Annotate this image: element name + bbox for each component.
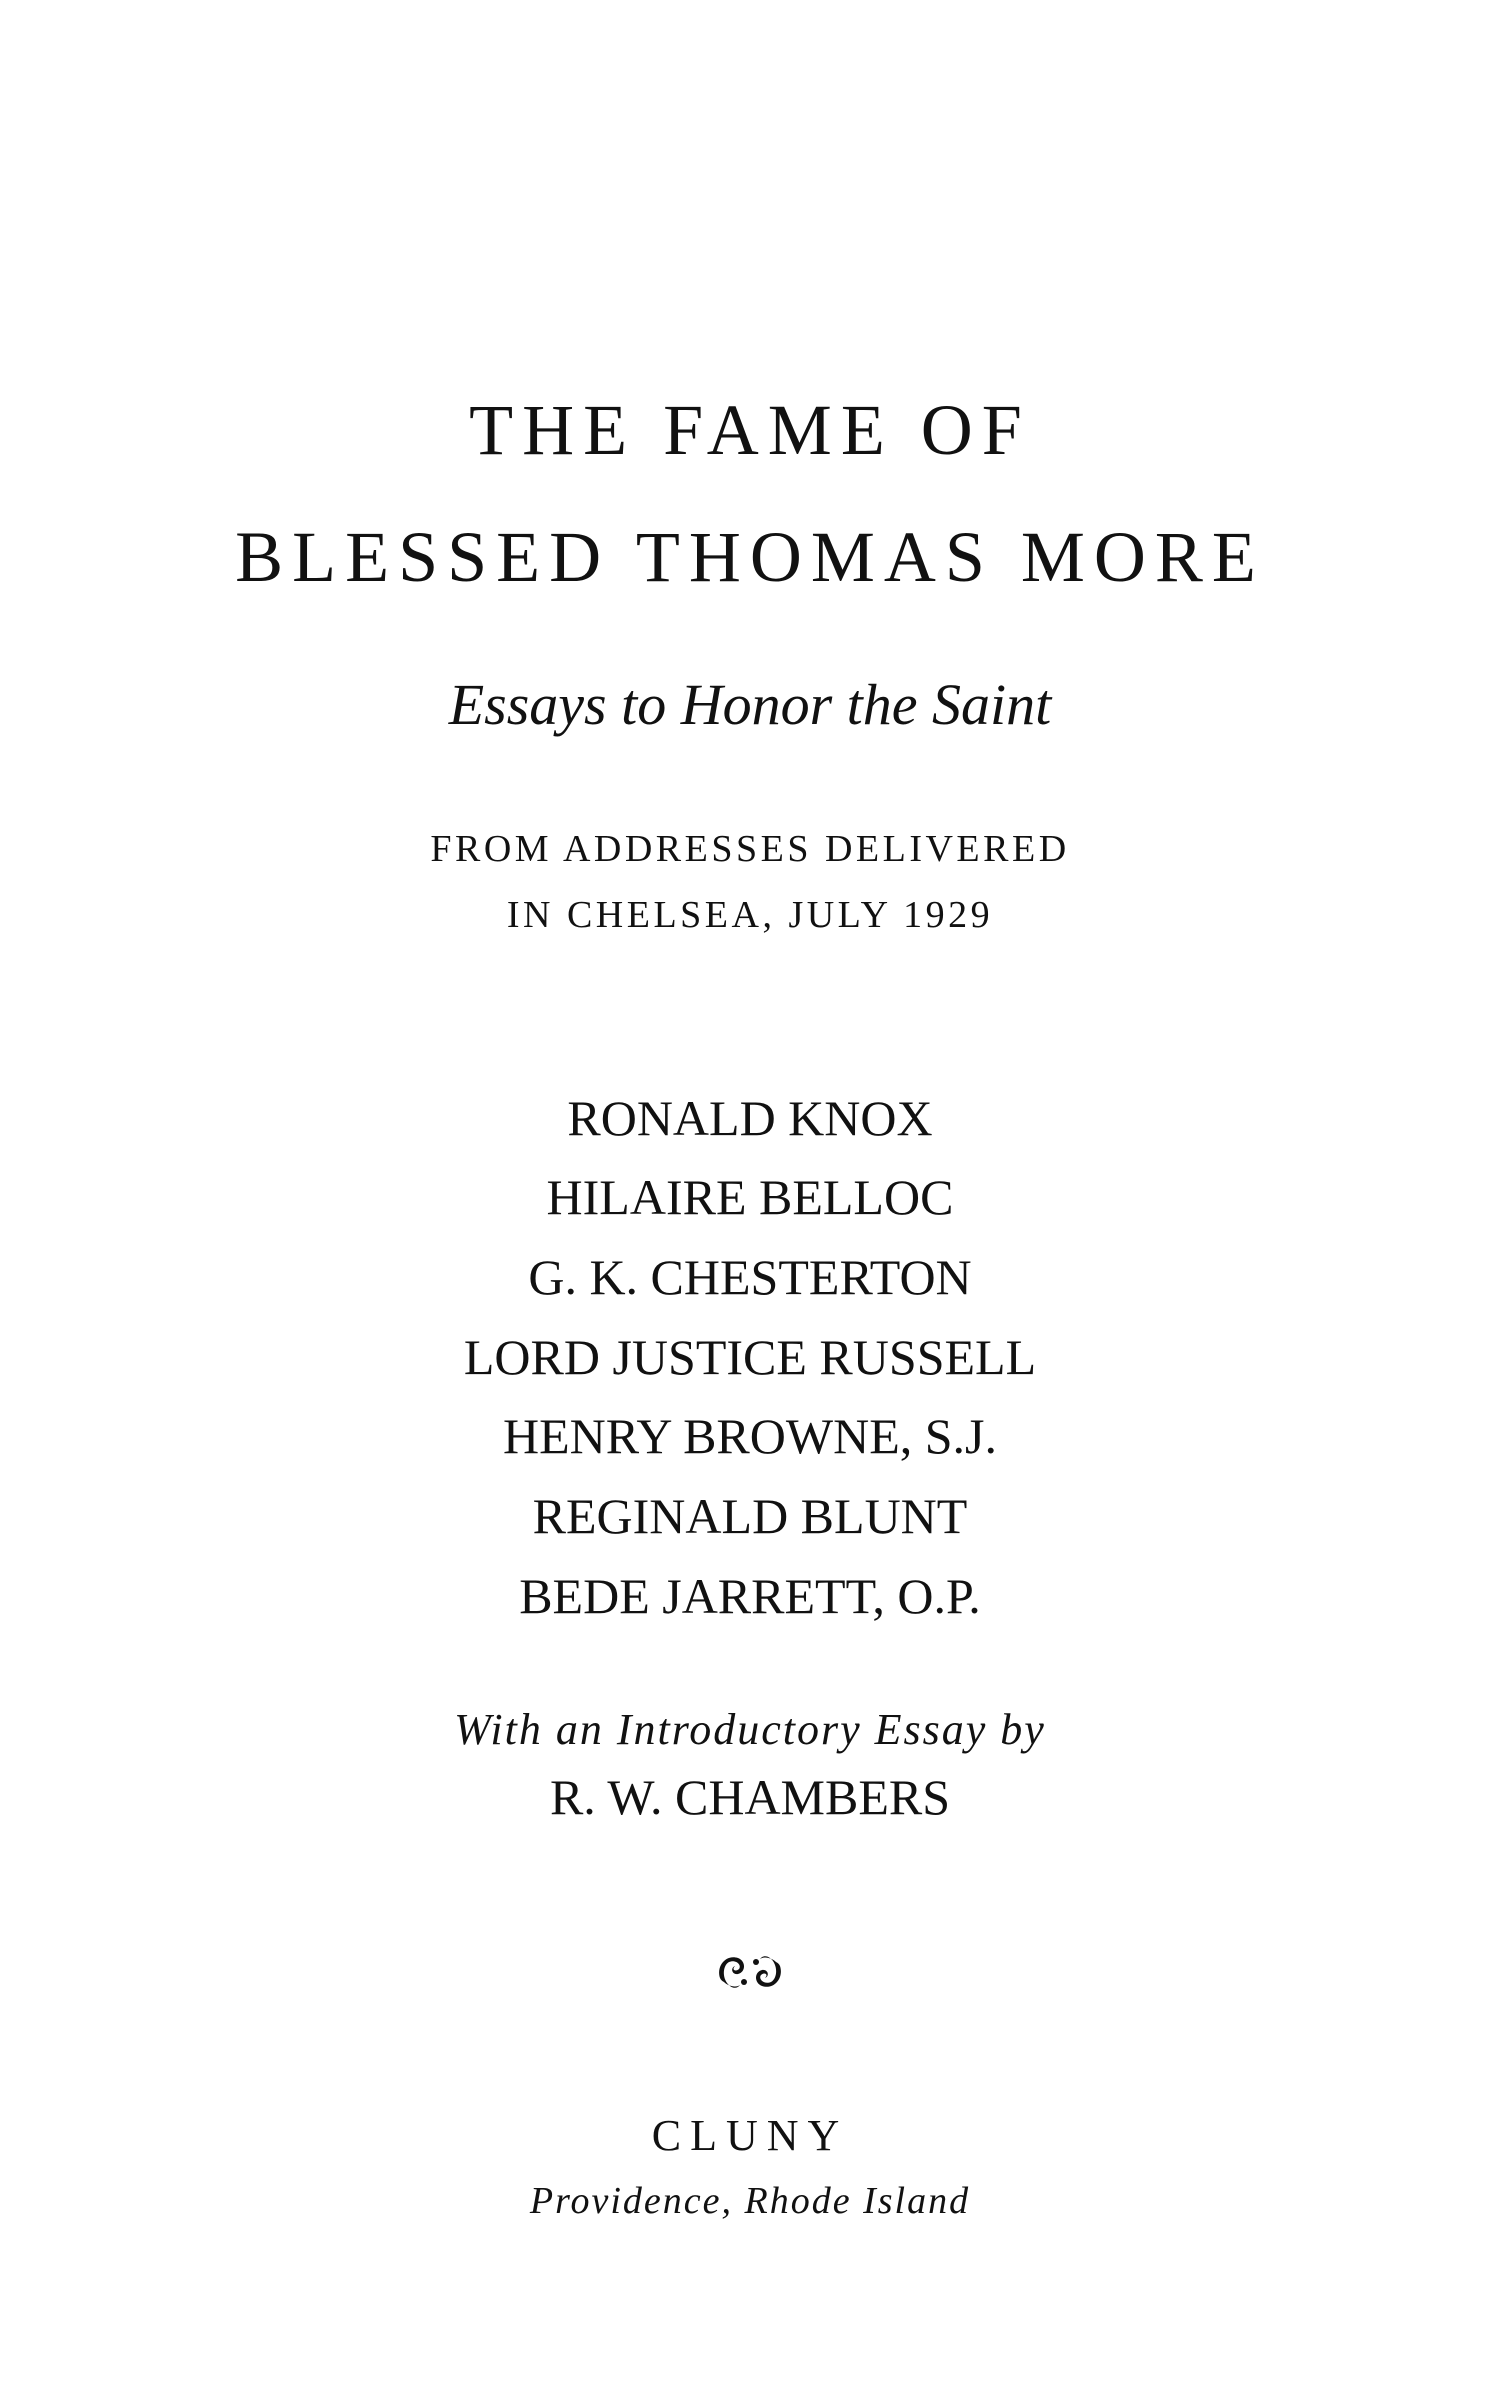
book-title-line-2: BLESSED THOMAS MORE [235,517,1265,597]
publisher-name: CLUNY [651,2111,849,2160]
book-title-line-1: THE FAME OF [469,390,1031,470]
occasion-line-2: IN CHELSEA, JULY 1929 [506,894,994,936]
introduction-author: R. W. CHAMBERS [549,1769,951,1825]
author-name: HILAIRE BELLOC [546,1169,954,1225]
author-name: RONALD KNOX [567,1090,933,1146]
book-subtitle: Essays to Honor the Saint [448,672,1052,737]
occasion-line-1: FROM ADDRESSES DELIVERED [430,828,1070,870]
author-name: LORD JUSTICE RUSSELL [463,1329,1037,1385]
author-name: REGINALD BLUNT [532,1488,968,1544]
author-name: G. K. CHESTERTON [528,1249,972,1305]
author-name: HENRY BROWNE, S.J. [502,1408,998,1464]
author-name: BEDE JARRETT, O.P. [519,1568,981,1624]
fleuron-ornament-icon [0,1948,1500,2001]
introduction-label: With an Introductory Essay by [454,1705,1046,1754]
publisher-place: Providence, Rhode Island [529,2180,971,2222]
fleuron-ornament-icon [714,1948,786,1996]
